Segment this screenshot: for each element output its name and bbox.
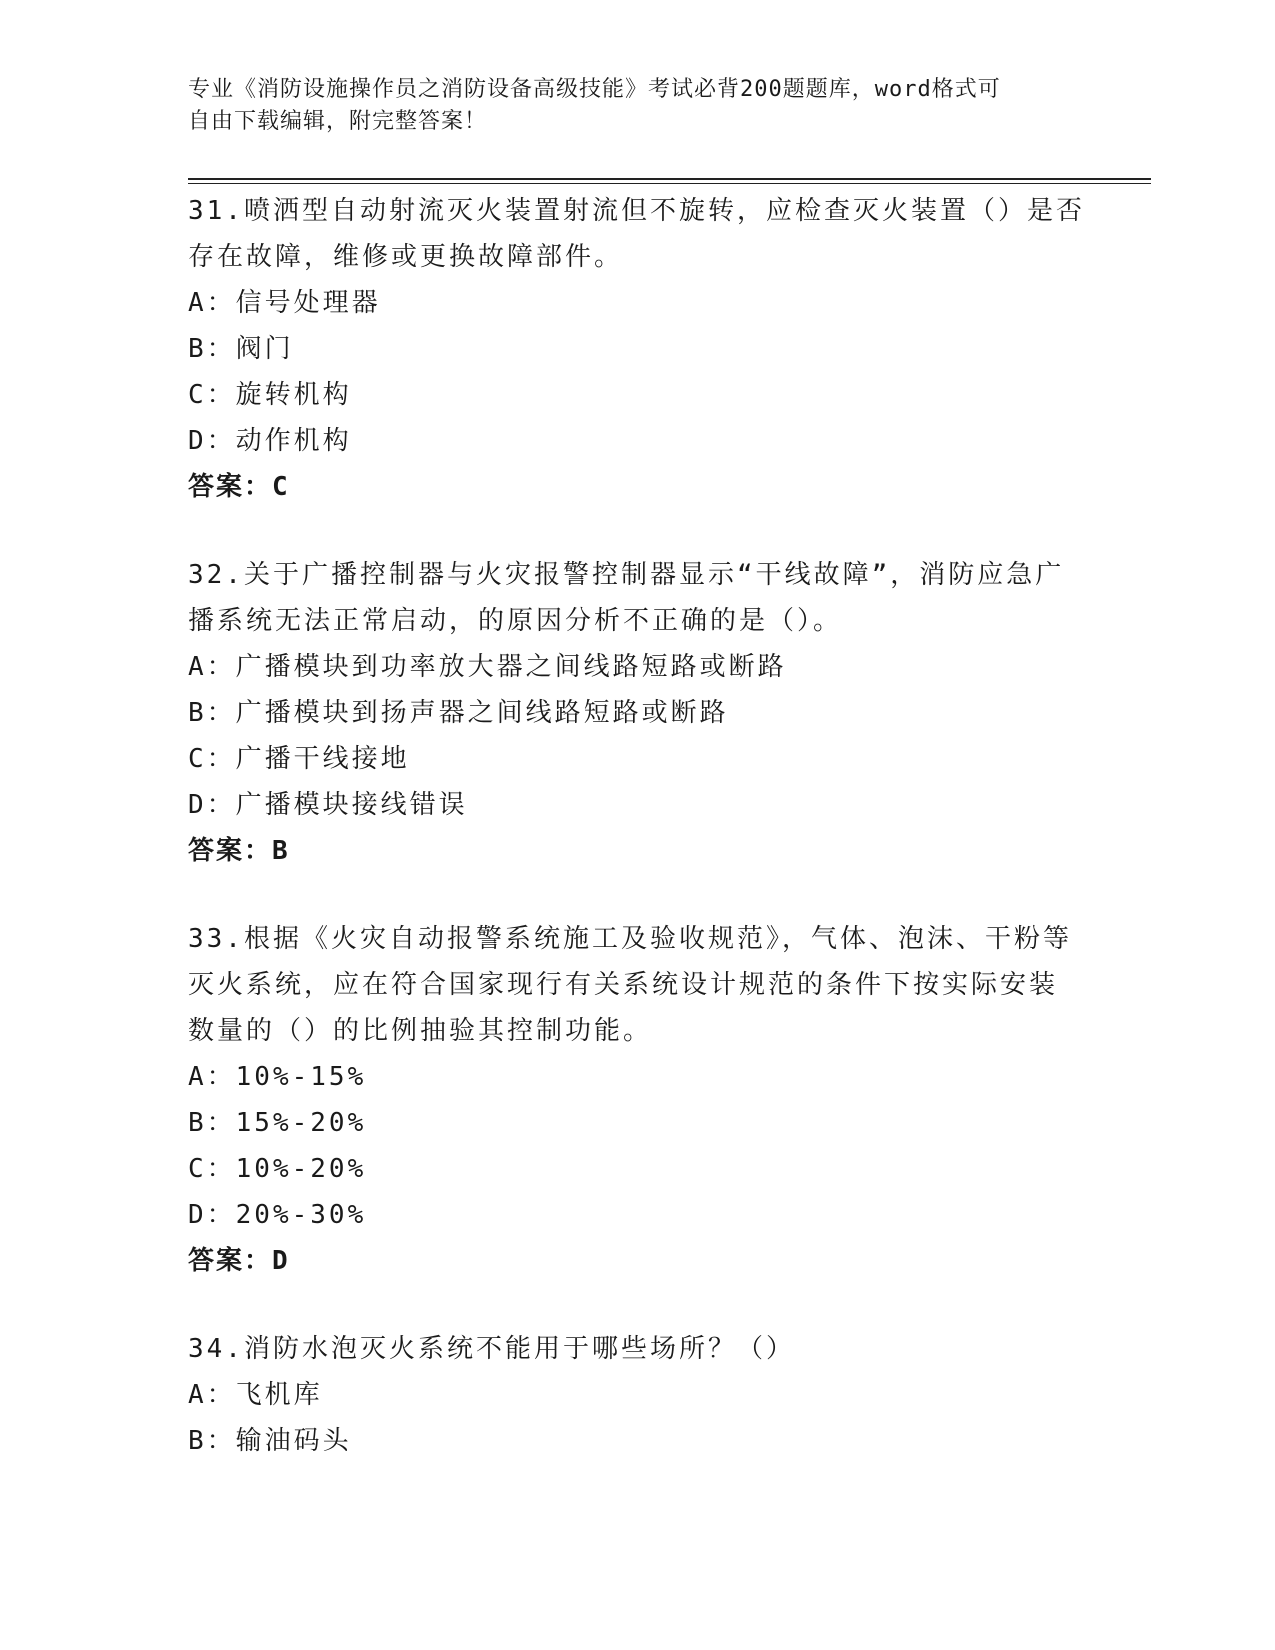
question-text-line: 31.喷洒型自动射流灭火装置射流但不旋转，应检查灭火装置（）是否 bbox=[188, 196, 1085, 226]
header-divider-thin bbox=[188, 183, 1151, 184]
option-c: C：广播干线接地 bbox=[188, 744, 410, 774]
question-text-line: 数量的（）的比例抽验其控制功能。 bbox=[188, 1016, 653, 1046]
question-text-line: 灭火系统，应在符合国家现行有关系统设计规范的条件下按实际安装 bbox=[188, 970, 1059, 1000]
question-text-line: 播系统无法正常启动，的原因分析不正确的是（）。 bbox=[188, 606, 843, 636]
answer-line: 答案：C bbox=[188, 472, 290, 502]
question-31 bbox=[188, 188, 1088, 510]
answer-line: 答案：D bbox=[188, 1246, 290, 1276]
option-a: A：10%-15% bbox=[188, 1062, 367, 1092]
option-a: A：信号处理器 bbox=[188, 288, 381, 318]
question-text-line: 34.消防水泡灭火系统不能用于哪些场所？（） bbox=[188, 1334, 795, 1364]
option-b: B：输油码头 bbox=[188, 1426, 352, 1456]
option-d: D：广播模块接线错误 bbox=[188, 790, 468, 820]
header-line-1: 专业《消防设施操作员之消防设备高级技能》考试必背200题题库，word格式可 bbox=[188, 77, 1001, 102]
option-a: A：飞机库 bbox=[188, 1380, 323, 1410]
question-text-line: 32.关于广播控制器与火灾报警控制器显示“干线故障”，消防应急广 bbox=[188, 560, 1065, 590]
question-32 bbox=[188, 552, 1088, 874]
option-b: B：广播模块到扬声器之间线路短路或断路 bbox=[188, 698, 729, 728]
document-header bbox=[188, 74, 1088, 138]
option-a: A：广播模块到功率放大器之间线路短路或断路 bbox=[188, 652, 787, 682]
question-34 bbox=[188, 1326, 1088, 1464]
option-b: B：15%-20% bbox=[188, 1108, 367, 1138]
option-c: C：10%-20% bbox=[188, 1154, 367, 1184]
header-line-2: 自由下载编辑，附完整答案！ bbox=[188, 109, 488, 134]
question-text-line: 存在故障，维修或更换故障部件。 bbox=[188, 242, 624, 272]
question-33 bbox=[188, 916, 1088, 1284]
option-d: D：动作机构 bbox=[188, 426, 352, 456]
option-b: B：阀门 bbox=[188, 334, 294, 364]
header-divider-thick bbox=[188, 178, 1151, 180]
answer-line: 答案：B bbox=[188, 836, 290, 866]
option-c: C：旋转机构 bbox=[188, 380, 352, 410]
option-d: D：20%-30% bbox=[188, 1200, 367, 1230]
question-text-line: 33.根据《火灾自动报警系统施工及验收规范》，气体、泡沫、干粉等 bbox=[188, 924, 1072, 954]
question-list bbox=[188, 188, 1088, 1506]
